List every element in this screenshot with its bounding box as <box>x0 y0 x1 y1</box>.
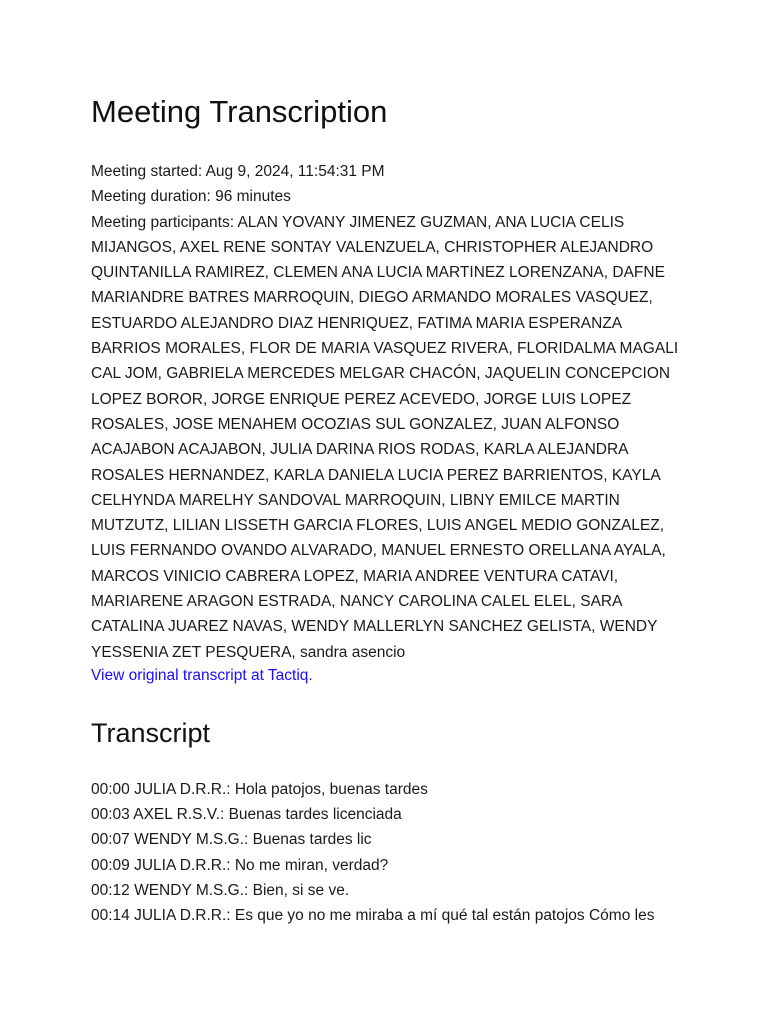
meeting-info <box>91 159 681 665</box>
transcript-line: 00:09 JULIA D.R.R.: No me miran, verdad? <box>91 856 389 874</box>
transcript-heading: Transcript <box>91 718 211 748</box>
transcript-line: 00:00 JULIA D.R.R.: Hola patojos, buenas tardes <box>91 781 428 798</box>
page-title: Meeting Transcription <box>91 94 388 129</box>
transcript-line: 00:14 JULIA D.R.R.: Es que yo no me miraba a mí qué tal están patojos Cómo les <box>91 907 655 925</box>
transcript-line: 00:12 WENDY M.S.G.: Bien, si se ve. <box>91 881 350 899</box>
transcript-line: 00:03 AXEL R.S.V.: Buenas tardes licenciada <box>91 806 402 824</box>
view-transcript-link[interactable]: View original transcript at Tactiq. <box>91 667 313 684</box>
transcript-list <box>91 777 691 928</box>
meeting-participants: Meeting participants: ALAN YOVANY JIMENEZ GUZMAN, ANA LUCIA CELIS MIJANGOS, AXEL RENE SONTAY VALENZUELA, CHRISTOPHER ALEJANDRO QUINTANILLA RAMIREZ, CLEMEN ANA LUCIA MARTINEZ LORENZANA, DAFNE MARIANDRE BATRES MARROQUIN, DIEGO ARMANDO MORALES VASQUEZ, ESTUARDO ALEJANDRO DIAZ HENRIQUEZ, FATIMA MARIA ESPERANZA BARRIOS MORALES, FLOR DE MARIA VASQUEZ RIVERA, FLORIDALMA MAGALI CAL JOM, GABRIELA MERCEDES MELGAR CHACÓN, JAQUELIN CONCEPCION LOPEZ BOROR, JORGE ENRIQUE PEREZ ACEVEDO, JORGE LUIS LOPEZ ROSALES, JOSE MENAHEM OCOZIAS SUL GONZALEZ, JUAN ALFONSO ACAJABON ACAJABON, JULIA DARINA RIOS RODAS, KARLA ALEJANDRA ROSALES HERNANDEZ, KARLA DANIELA LUCIA PEREZ BARRIENTOS, KAYLA CELHYNDA MARELHY SANDOVAL MARROQUIN, LIBNY EMILCE MARTIN MUTZUTZ, LILIAN LISSETH GARCIA FLORES, LUIS ANGEL MEDIO GONZALEZ, LUIS FERNANDO OVANDO ALVARADO, MANUEL ERNESTO ORELLANA AYALA, MARCOS VINICIO CABRERA LOPEZ, MARIA ANDREE VENTURA CATAVI, MARIARENE ARAGON ESTRADA, NANCY CAROLINA CALEL ELEL, SARA CATALINA JUAREZ NAVAS, WENDY MALLERLYN SANCHEZ GELISTA, WENDY YESSENIA ZET PESQUERA, sandra asencio <box>91 213 679 661</box>
transcript-line: 00:07 WENDY M.S.G.: Buenas tardes lic <box>91 831 372 849</box>
meeting-started: Meeting started: Aug 9, 2024, 11:54:31 PM <box>91 163 385 180</box>
meeting-duration: Meeting duration: 96 minutes <box>91 188 291 206</box>
